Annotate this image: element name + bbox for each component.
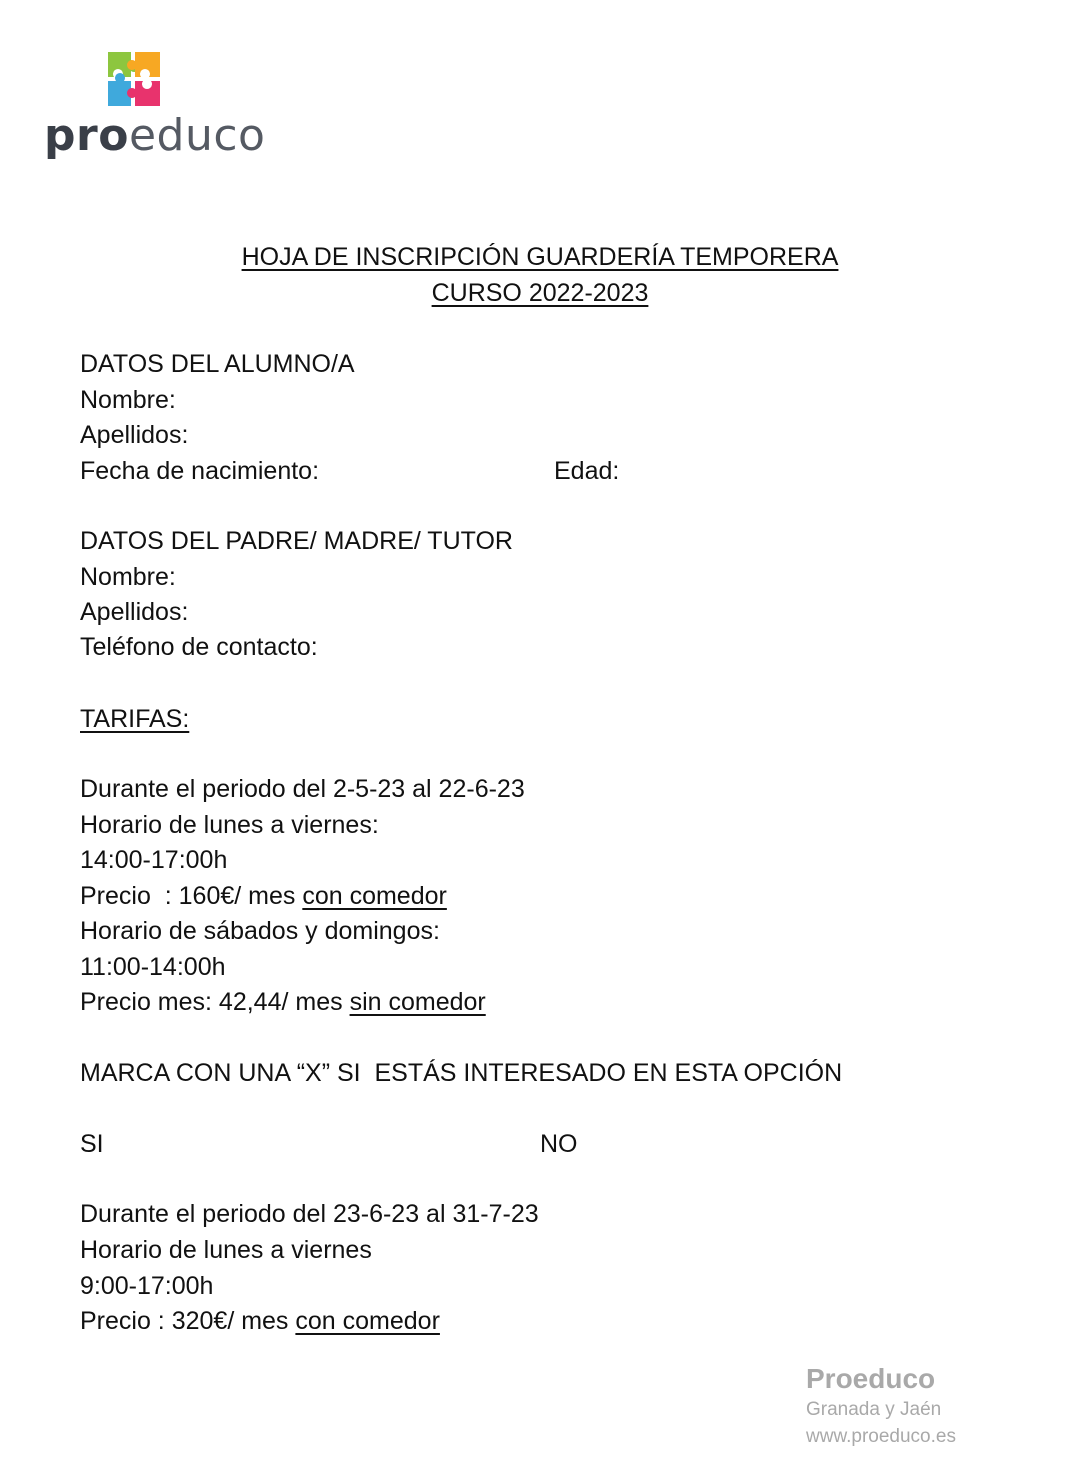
alumno-edad-label: Edad:: [554, 457, 620, 485]
alumno-apellidos-label: Apellidos:: [80, 421, 189, 449]
precio-lv-1-prefix: Precio : 160€/ mes: [80, 882, 303, 910]
logo-text-light: educo: [128, 110, 266, 161]
precio-lv-1-suffix: con comedor: [302, 882, 447, 910]
precio-lv-2-prefix: Precio : 320€/ mes: [80, 1307, 296, 1335]
tutor-nombre-label: Nombre:: [80, 563, 176, 591]
periodo-2: Durante el periodo del 23-6-23 al 31-7-23: [80, 1200, 539, 1228]
tutor-telefono-label: Teléfono de contacto:: [80, 633, 318, 661]
puzzle-icon: [106, 50, 162, 108]
precio-lv-2-suffix: con comedor: [295, 1307, 440, 1335]
footer-watermark: [806, 1362, 956, 1450]
logo-text-bold: pro: [44, 110, 129, 161]
document-title: HOJA DE INSCRIPCIÓN GUARDERÍA TEMPORERA: [241, 243, 839, 271]
marca-instruction: MARCA CON UNA “X” SI ESTÁS INTERESADO EN ESTA OPCIÓN: [80, 1059, 843, 1087]
tarifas-heading: TARIFAS:: [80, 705, 190, 733]
tutor-apellidos-label: Apellidos:: [80, 598, 189, 626]
precio-sd-1: [80, 988, 486, 1017]
horas-lv-2: 9:00-17:00h: [80, 1272, 214, 1300]
alumno-heading: DATOS DEL ALUMNO/A: [80, 350, 355, 378]
precio-lv-2: [80, 1307, 440, 1336]
option-si: SI: [80, 1130, 104, 1158]
footer-brand: Proeduco: [806, 1363, 936, 1394]
horario-sd-1: Horario de sábados y domingos:: [80, 917, 440, 945]
periodo-1: Durante el periodo del 2-5-23 al 22-6-23: [80, 775, 525, 803]
footer-location: Granada y Jaén: [806, 1399, 942, 1420]
document-subtitle: CURSO 2022-2023: [431, 279, 649, 307]
logo-wordmark: [44, 110, 265, 161]
option-no: NO: [540, 1130, 578, 1158]
precio-sd-1-prefix: Precio mes: 42,44/ mes: [80, 988, 350, 1016]
tutor-heading: DATOS DEL PADRE/ MADRE/ TUTOR: [80, 527, 513, 555]
precio-sd-1-suffix: sin comedor: [349, 988, 486, 1016]
horario-lv-1: Horario de lunes a viernes:: [80, 811, 379, 839]
footer-url: www.proeduco.es: [806, 1426, 956, 1447]
precio-lv-1: [80, 882, 447, 911]
proeduco-logo: [44, 48, 266, 168]
alumno-nombre-label: Nombre:: [80, 386, 176, 414]
alumno-fecha-label: Fecha de nacimiento:: [80, 457, 320, 485]
horas-lv-1: 14:00-17:00h: [80, 846, 228, 874]
horario-lv-2: Horario de lunes a viernes: [80, 1236, 372, 1264]
horas-sd-1: 11:00-14:00h: [80, 953, 226, 981]
